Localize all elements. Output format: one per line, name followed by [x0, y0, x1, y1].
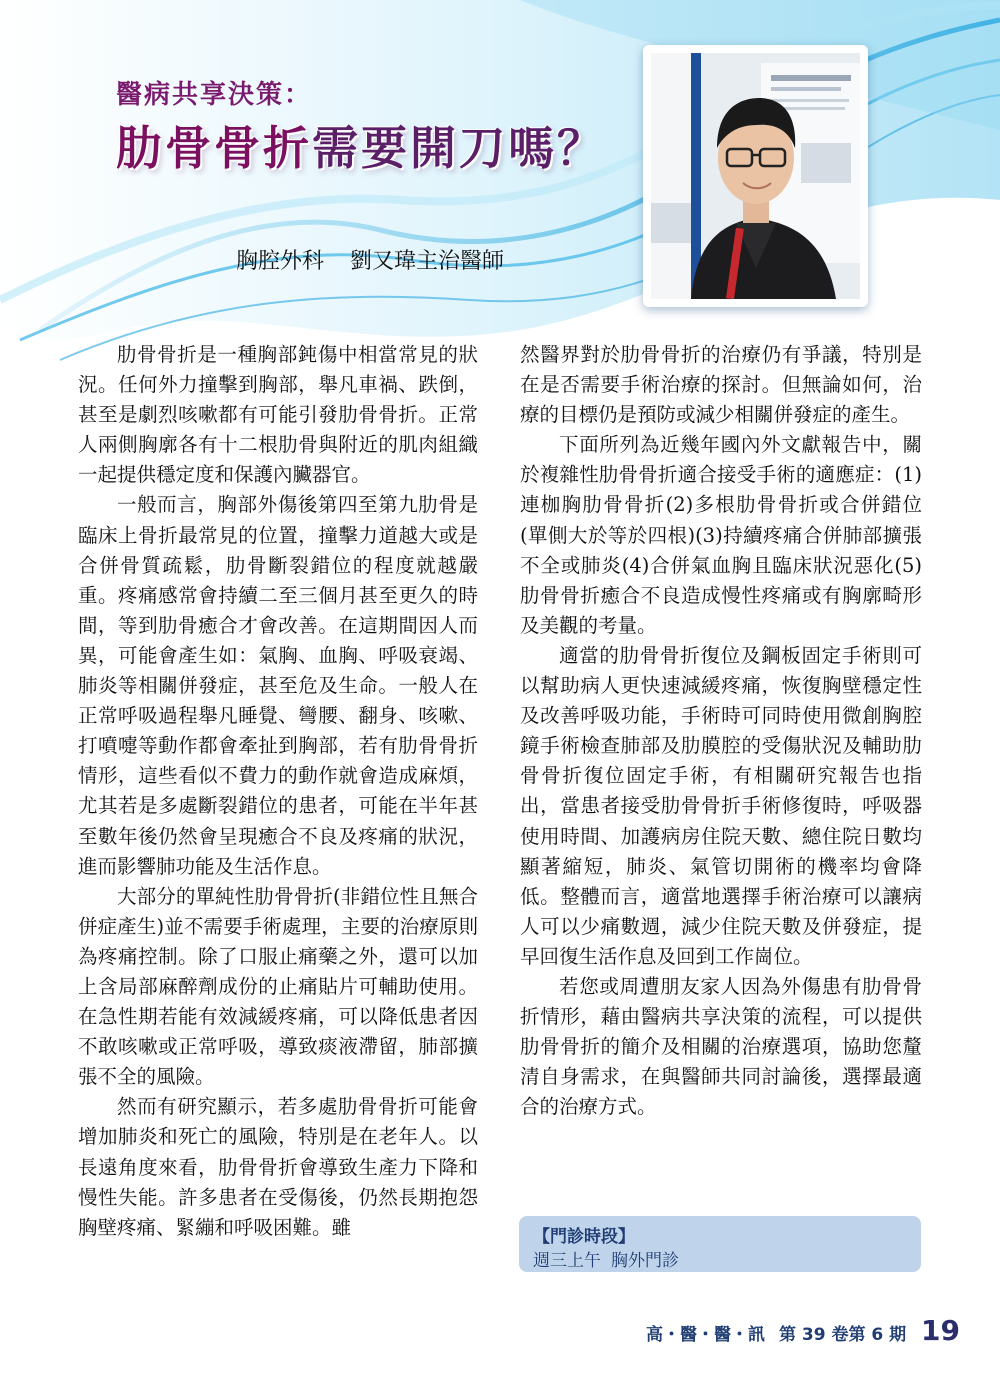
clinic-hours-detail — [533, 1246, 679, 1271]
clinic-hours-box — [519, 1216, 921, 1272]
article-paragraph: 然而有研究顯示，若多處肋骨骨折可能會增加肺炎和死亡的風險，特別是在老年人。以長遠角度來看，肋骨骨折會導致生產力下降和慢性失能。許多患者在受傷後，仍然長期抱怨胸壁疼痛、緊繃和呼吸困難。雖 — [78, 1095, 478, 1239]
portrait-illustration — [651, 53, 860, 299]
article-paragraph-continued: 然醫界對於肋骨骨折的治療仍有爭議，特別是在是否需要手術治療的探討。但無論如何，治療的目標仍是預防或減少相關併發症的產生。 — [520, 343, 922, 427]
author-byline — [236, 244, 504, 275]
article-paragraph: 一般而言，胸部外傷後第四至第九肋骨是臨床上骨折最常見的位置，撞擊力道越大或是合併骨質疏鬆，肋骨斷裂錯位的程度就越嚴重。疼痛感常會持續二至三個月甚至更久的時間，等到肋骨癒合才會改善。在這期間因人而異，可能會產生如：氣胸、血胸、呼吸衰竭、肺炎等相關併發症，甚至危及生命。一般人在正常呼吸過程舉凡睡覺、彎腰、翻身、咳嗽、打噴嚏等動作都會牽扯到胸部，若有肋骨骨折情形，這些看似不費力的動作就會造成麻煩，尤其若是多處斷裂錯位的患者，可能在半年甚至數年後仍然會呈現癒合不良及疼痛的狀況，進而影響肺功能及生活作息。 — [78, 493, 478, 878]
article-kicker: 醫病共享決策： — [116, 80, 313, 110]
clinic-day: 週三上午 — [533, 1251, 601, 1271]
article-paragraph: 下面所列為近幾年國內外文獻報告中，關於複雜性肋骨骨折適合接受手術的適應症：(1)連枷胸肋骨骨折(2)多根肋骨骨折或合併錯位(單側大於等於四根)(3)持續疼痛合併肺部擴張不全或肺炎(4)合併氣血胸且臨床狀況惡化(5)肋骨骨折癒合不良造成慢性疼痛或有胸廓畸形及美觀的考量。 — [520, 433, 922, 637]
publication-volume: 第 39 卷第 6 期 — [779, 1325, 907, 1345]
article-paragraph: 適當的肋骨骨折復位及鋼板固定手術則可以幫助病人更快速減緩疼痛，恢復胸壁穩定性及改善呼吸功能，手術時可同時使用微創胸腔鏡手術檢查肺部及肋膜腔的受傷狀況及輔助肋骨骨折復位固定手術，有相關研究報告也指出，當患者接受肋骨骨折手術修復時，呼吸器使用時間、加護病房住院天數、總住院日數均顯著縮短，肺炎、氣管切開術的機率均會降低。整體而言，適當地選擇手術治療可以讓病人可以少痛數週，減少住院天數及併發症，提早回復生活作息及回到工作崗位。 — [520, 643, 922, 968]
article-paragraph: 肋骨骨折是一種胸部鈍傷中相當常見的狀況。任何外力撞擊到胸部，舉凡車禍、跌倒，甚至是劇烈咳嗽都有可能引發肋骨骨折。正常人兩側胸廓各有十二根肋骨與附近的肌肉組織一起提供穩定度和保護內臟器官。 — [78, 343, 478, 487]
article-title — [116, 112, 606, 178]
publication-name: 高・醫・醫・訊 — [646, 1325, 765, 1345]
article-paragraph: 大部分的單純性肋骨骨折(非錯位性且無合併症產生)並不需要手術處理，主要的治療原則為疼痛控制。除了口服止痛藥之外，還可以加上含局部麻醉劑成份的止痛貼片可輔助使用。在急性期若能有效減緩疼痛，可以降低患者因不敢咳嗽或正常呼吸，導致痰液滯留，肺部擴張不全的風險。 — [78, 884, 478, 1089]
title-highlight: 肋骨骨折 — [116, 121, 312, 175]
article-paragraph: 若您或周遭朋友家人因為外傷患有肋骨骨折情形，藉由醫病共享決策的流程，可以提供肋骨骨折的簡介及相關的治療選項，協助您釐清自身需求，在與醫師共同討論後，選擇最適合的治療方式。 — [520, 974, 922, 1119]
author-photo-frame — [643, 45, 868, 307]
author-photo — [651, 53, 860, 299]
clinic-hours-title: 【門診時段】 — [533, 1227, 635, 1247]
author-department: 胸腔外科 — [236, 249, 325, 274]
author-name: 劉又瑋主治醫師 — [350, 249, 505, 274]
publication-footer — [646, 1320, 906, 1345]
article-column-left — [78, 340, 478, 1243]
title-rest: 需要開刀嗎？ — [312, 121, 606, 175]
clinic-name: 胸外門診 — [611, 1251, 679, 1271]
article-column-right — [520, 340, 922, 1122]
page-number: 19 — [921, 1314, 960, 1347]
